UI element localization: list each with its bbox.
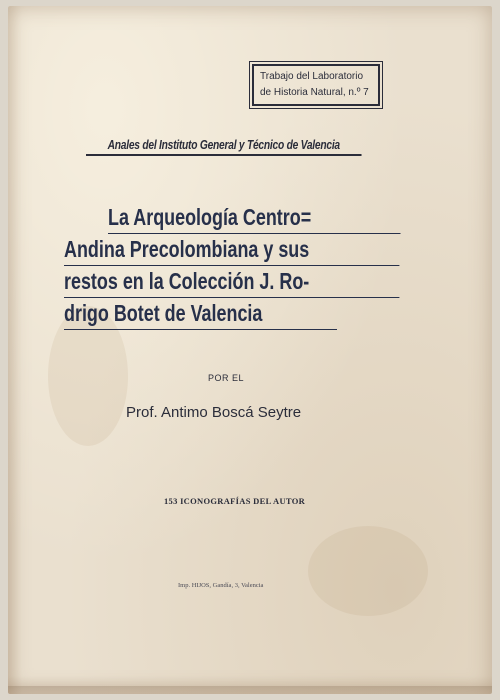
title-line-3: restos en la Colección J. Ro- — [64, 266, 399, 298]
title-line-4: drigo Botet de Valencia — [64, 298, 337, 330]
book-title — [64, 202, 394, 330]
label-line-2: de Historia Natural, n.º 7 — [260, 87, 369, 98]
series-heading: Anales del Instituto General y Técnico de Valencia — [86, 138, 362, 156]
title-line-1: La Arqueología Centro= — [108, 202, 401, 234]
page-bottom-edge — [8, 686, 492, 694]
paper-stain — [308, 526, 428, 616]
printer-imprint: Imp. HIJOS, Gandía, 3, Valencia — [178, 582, 264, 589]
por-el-label: POR EL — [208, 373, 245, 383]
iconografias-note: 153 ICONOGRAFÍAS DEL AUTOR — [164, 496, 306, 506]
title-line-2: Andina Precolombiana y sus — [64, 234, 399, 266]
laboratory-label-box — [252, 64, 380, 106]
label-line-1: Trabajo del Laboratorio — [260, 71, 364, 82]
book-cover — [8, 6, 492, 694]
author-name: Prof. Antimo Boscá Seytre — [126, 404, 302, 421]
